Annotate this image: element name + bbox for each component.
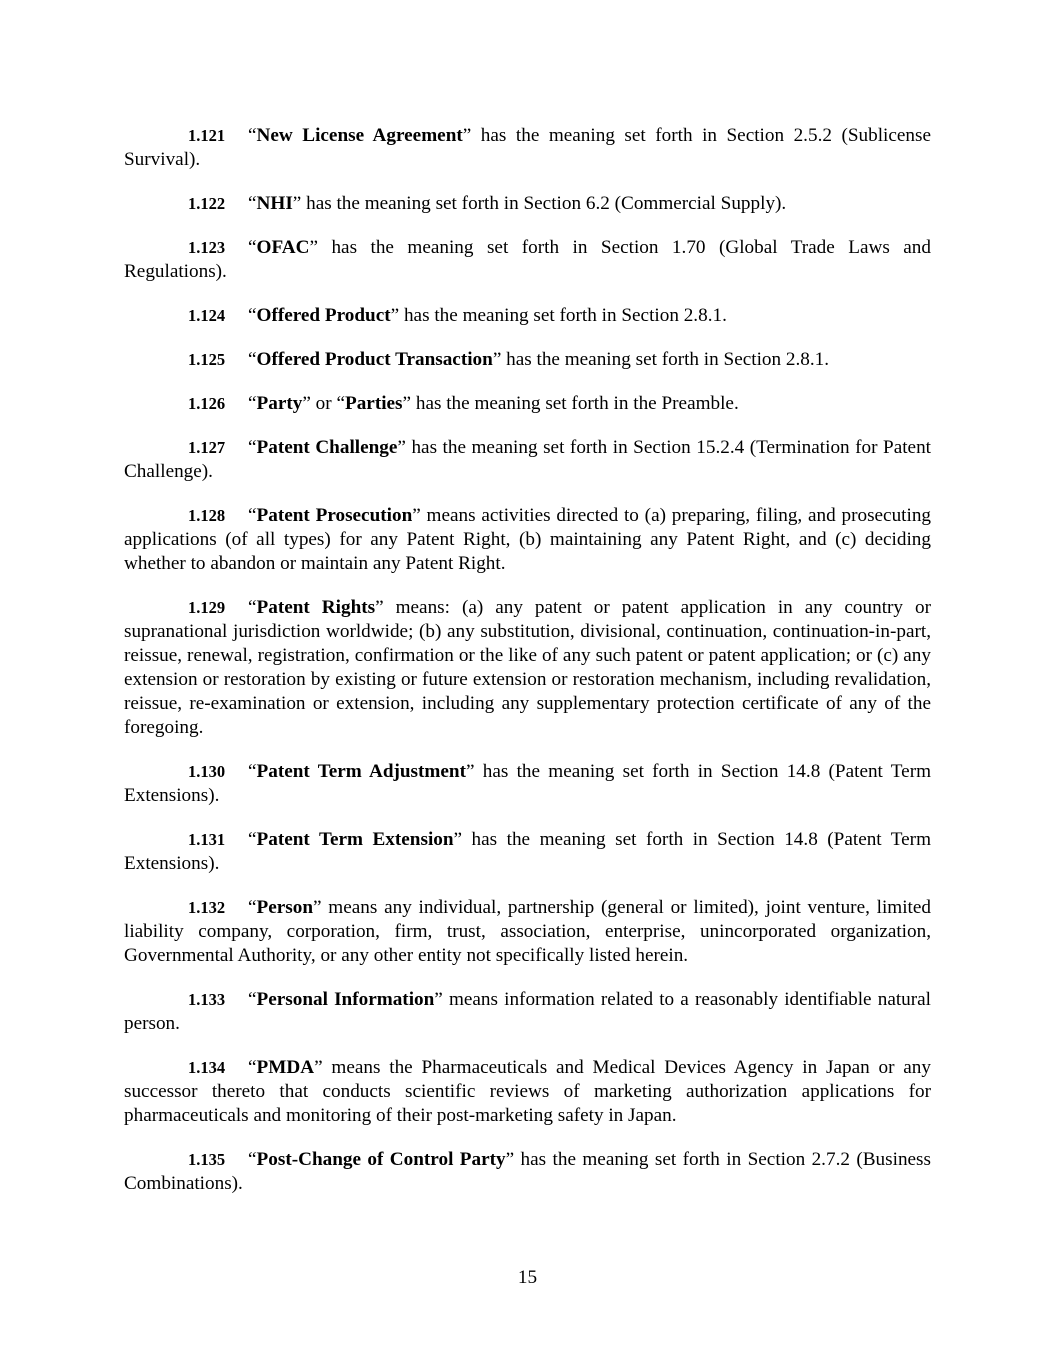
definition-1-130: [124, 760, 931, 808]
section-number: 1.127: [188, 438, 226, 457]
section-number: 1.129: [188, 598, 226, 617]
section-number: 1.124: [188, 306, 226, 325]
quote-open: “: [248, 505, 257, 526]
defined-term: Patent Challenge: [256, 437, 398, 458]
section-number: 1.121: [188, 126, 226, 145]
definition-text: ” means any individual, partnership (general or limited), joint venture, limited liability company, corporation, firm, trust, association, enterprise, unincorporated organization, Governmental Authority, or any other entity not specifically listed herein.: [124, 897, 931, 966]
quote-open: “: [248, 597, 257, 618]
defined-term: Person: [256, 897, 314, 918]
defined-term: Offered Product: [256, 305, 391, 326]
defined-term: Parties: [344, 393, 403, 414]
quote-open: “: [248, 829, 257, 850]
connector-text: ” or “: [302, 393, 345, 414]
section-number: 1.130: [188, 762, 226, 781]
defined-term: PMDA: [256, 1057, 315, 1078]
defined-term: NHI: [256, 193, 293, 214]
definition-text: ” has the meaning set forth in Section 2.7.2 (Business Combinations).: [124, 1149, 931, 1194]
definition-1-131: [124, 828, 931, 876]
defined-term: OFAC: [256, 237, 310, 258]
quote-open: “: [248, 349, 257, 370]
section-number: 1.135: [188, 1150, 226, 1169]
definition-1-126: [124, 392, 931, 416]
quote-open: “: [248, 237, 257, 258]
page-number: 15: [517, 1267, 538, 1288]
definition-text: ” means: (a) any patent or patent application in any country or supranational jurisdiction worldwide; (b) any substitution, divisional, continuation, continuation-in-part, reissue, renewal, registration, confirmation or the like of any such patent or patent application; or (c) any extension or restoration by existing or future extension or restoration mechanism, including revalidation, reissue, re-examination or extension, including any supplementary protection certificate of any of the foregoing.: [124, 597, 931, 738]
definition-1-125: [124, 348, 931, 372]
defined-term: Patent Prosecution: [256, 505, 413, 526]
definition-1-127: [124, 436, 931, 484]
definition-text: ” has the meaning set forth in Section 6.2 (Commercial Supply).: [292, 193, 787, 214]
definition-text: ” means information related to a reasonably identifiable natural person.: [124, 989, 931, 1034]
definition-1-123: [124, 236, 931, 284]
defined-term: Party: [256, 393, 303, 414]
defined-term: New License Agreement: [256, 125, 463, 146]
quote-open: “: [248, 193, 257, 214]
defined-term: Offered Product Transaction: [256, 349, 493, 370]
definition-text: ” has the meaning set forth in Section 15.2.4 (Termination for Patent Challenge).: [124, 437, 931, 482]
defined-term: Patent Term Extension: [256, 829, 454, 850]
definition-1-124: [124, 304, 931, 328]
defined-term: Patent Rights: [256, 597, 376, 618]
quote-open: “: [248, 989, 257, 1010]
quote-open: “: [248, 393, 257, 414]
defined-term: Post-Change of Control Party: [256, 1149, 506, 1170]
quote-open: “: [248, 1149, 257, 1170]
quote-open: “: [248, 125, 257, 146]
quote-open: “: [248, 897, 257, 918]
definition-text: ” means the Pharmaceuticals and Medical Devices Agency in Japan or any successor thereto that conducts scientific reviews of marketing authorization applications for pharmaceuticals and monitoring of their post-marketing safety in Japan.: [124, 1057, 931, 1126]
definition-text: ” has the meaning set forth in Section 2.5.2 (Sublicense Survival).: [124, 125, 931, 170]
definition-text: ” has the meaning set forth in Section 1.70 (Global Trade Laws and Regulations).: [124, 237, 931, 282]
quote-open: “: [248, 305, 257, 326]
section-number: 1.128: [188, 506, 226, 525]
section-number: 1.122: [188, 194, 226, 213]
definition-1-133: [124, 988, 931, 1036]
section-number: 1.123: [188, 238, 226, 257]
definition-text: ” has the meaning set forth in the Preamble.: [402, 393, 739, 414]
quote-open: “: [248, 437, 257, 458]
definition-1-122: [124, 192, 931, 216]
defined-term: Patent Term Adjustment: [256, 761, 466, 782]
definition-1-135: [124, 1148, 931, 1196]
definition-1-121: [124, 124, 931, 172]
section-number: 1.134: [188, 1058, 226, 1077]
section-number: 1.131: [188, 830, 226, 849]
quote-open: “: [248, 1057, 257, 1078]
section-number: 1.132: [188, 898, 226, 917]
section-number: 1.133: [188, 990, 226, 1009]
definition-1-128: [124, 504, 931, 576]
definition-text: ” has the meaning set forth in Section 2.8.1.: [492, 349, 830, 370]
definition-1-129: [124, 596, 931, 740]
definition-text: ” has the meaning set forth in Section 14.8 (Patent Term Extensions).: [124, 761, 932, 806]
definition-text: ” has the meaning set forth in Section 2.8.1.: [390, 305, 727, 326]
definition-1-132: [124, 896, 931, 968]
section-number: 1.126: [188, 394, 226, 413]
defined-term: Personal Information: [256, 989, 435, 1010]
definition-text: ” has the meaning set forth in Section 14.8 (Patent Term Extensions).: [124, 829, 931, 874]
document-page: [124, 124, 931, 1216]
definition-1-134: [124, 1056, 931, 1128]
definition-text: ” means activities directed to (a) preparing, filing, and prosecuting applications (of all types) for any Patent Right, (b) maintaining any Patent Right, and (c) deciding whether to abandon or maintain any Patent Right.: [124, 505, 932, 574]
quote-open: “: [248, 761, 257, 782]
section-number: 1.125: [188, 350, 226, 369]
